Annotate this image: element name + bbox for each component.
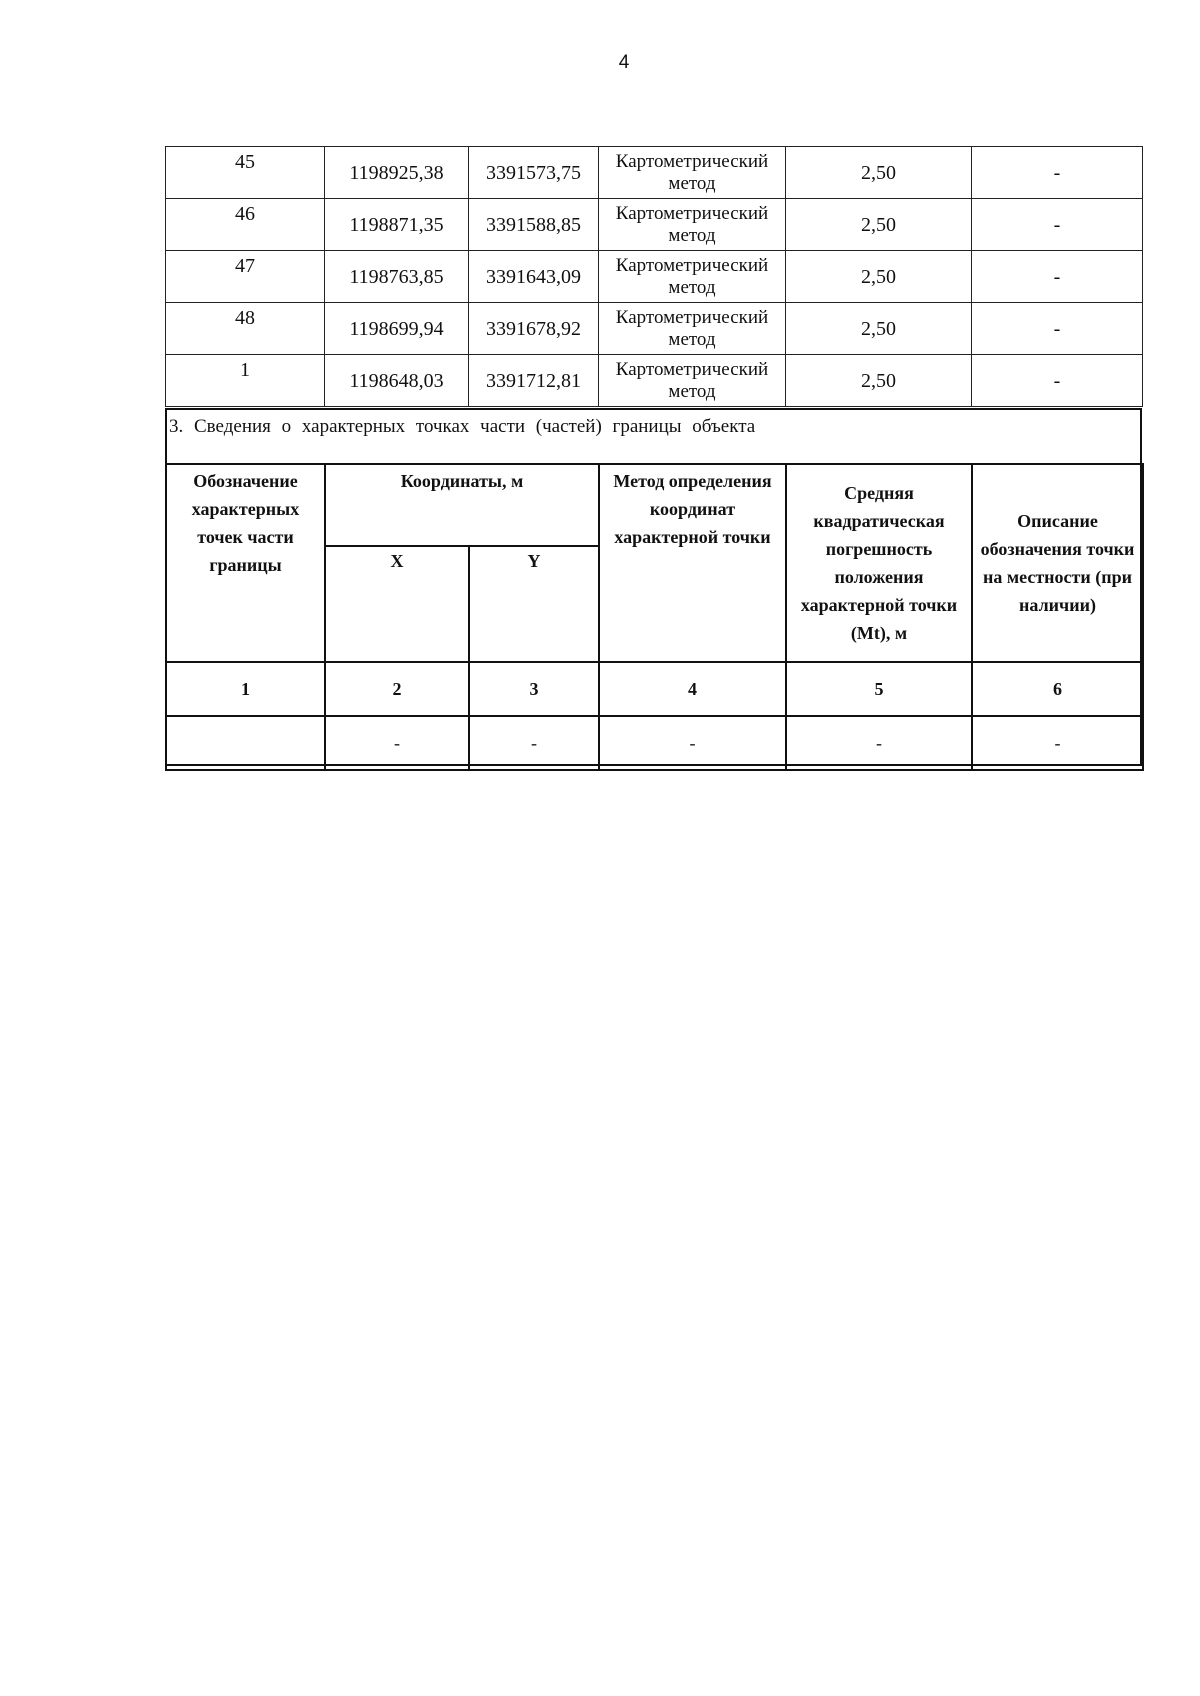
column-number: 4	[599, 662, 786, 716]
page-number: 4	[618, 52, 630, 73]
description-cell: -	[972, 199, 1143, 251]
section-3-table	[165, 463, 1144, 771]
coord-y: 3391712,81	[469, 355, 599, 407]
empty-cell: -	[469, 716, 599, 770]
header-designation: Обозначение характерных точек части границы	[166, 464, 325, 662]
column-number: 3	[469, 662, 599, 716]
column-number: 1	[166, 662, 325, 716]
empty-cell: -	[786, 716, 972, 770]
error-cell: 2,50	[786, 147, 972, 199]
points-table	[165, 146, 1143, 407]
column-number: 6	[972, 662, 1143, 716]
coord-x: 1198648,03	[325, 355, 469, 407]
table-row	[166, 251, 1143, 303]
coord-x: 1198699,94	[325, 303, 469, 355]
header-coordinates: Координаты, м	[325, 464, 599, 546]
empty-cell: -	[325, 716, 469, 770]
point-number: 48	[166, 303, 325, 355]
error-cell: 2,50	[786, 199, 972, 251]
point-number: 47	[166, 251, 325, 303]
coord-y: 3391573,75	[469, 147, 599, 199]
header-x: X	[325, 546, 469, 662]
coord-x: 1198871,35	[325, 199, 469, 251]
table-row	[166, 303, 1143, 355]
coord-y: 3391588,85	[469, 199, 599, 251]
table-row	[166, 716, 1143, 770]
description-cell: -	[972, 251, 1143, 303]
error-cell: 2,50	[786, 303, 972, 355]
column-number: 2	[325, 662, 469, 716]
table-row	[166, 199, 1143, 251]
empty-cell: -	[972, 716, 1143, 770]
method-cell: Картометрический метод	[599, 355, 786, 407]
table-row	[166, 147, 1143, 199]
point-number: 46	[166, 199, 325, 251]
header-error: Средняя квадратическая погрешность положения характерной точки (Mt), м	[786, 464, 972, 662]
description-cell: -	[972, 355, 1143, 407]
table-row	[166, 355, 1143, 407]
error-cell: 2,50	[786, 355, 972, 407]
section-3	[165, 408, 1142, 766]
method-cell: Картометрический метод	[599, 199, 786, 251]
empty-cell: -	[599, 716, 786, 770]
point-number: 45	[166, 147, 325, 199]
description-cell: -	[972, 303, 1143, 355]
method-cell: Картометрический метод	[599, 147, 786, 199]
header-method: Метод определения координат характерной точки	[599, 464, 786, 662]
section-title: 3. Сведения о характерных точках части (частей) границы объекта	[169, 416, 756, 437]
coord-y: 3391643,09	[469, 251, 599, 303]
header-row	[166, 464, 1143, 546]
coord-x: 1198763,85	[325, 251, 469, 303]
header-description: Описание обозначения точки на местности (при наличии)	[972, 464, 1143, 662]
description-cell: -	[972, 147, 1143, 199]
column-numbers-row	[166, 662, 1143, 716]
method-cell: Картометрический метод	[599, 303, 786, 355]
error-cell: 2,50	[786, 251, 972, 303]
method-cell: Картометрический метод	[599, 251, 786, 303]
empty-cell	[166, 716, 325, 770]
column-number: 5	[786, 662, 972, 716]
point-number: 1	[166, 355, 325, 407]
coord-y: 3391678,92	[469, 303, 599, 355]
coord-x: 1198925,38	[325, 147, 469, 199]
header-y: Y	[469, 546, 599, 662]
